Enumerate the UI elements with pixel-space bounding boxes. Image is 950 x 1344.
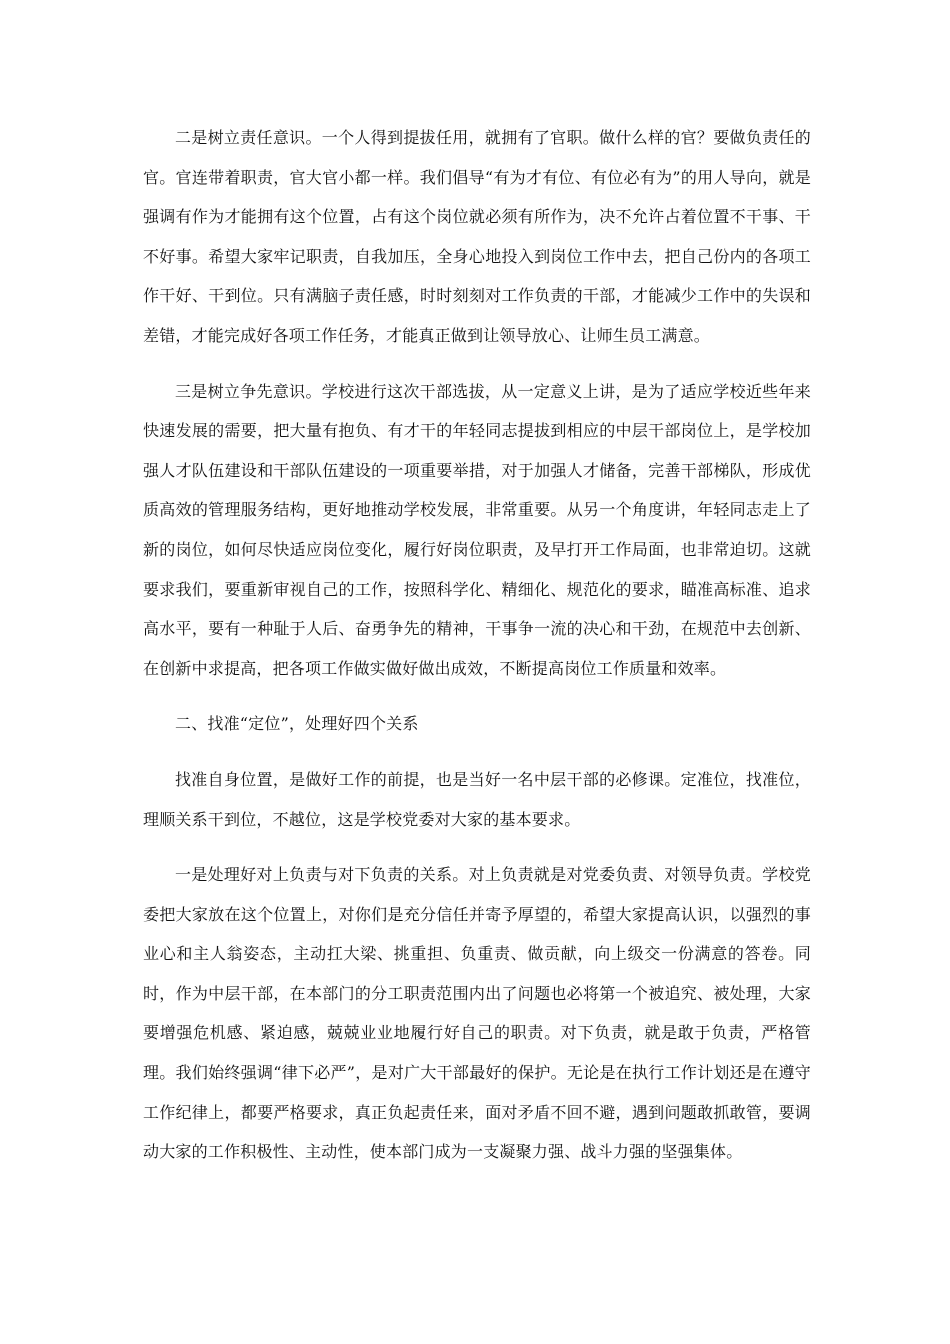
document-body <box>143 118 811 1188</box>
paragraph-striving-awareness: 三是树立争先意识。学校进行这次干部选拔，从一定意义上讲，是为了适应学校近些年来快速发展的需要，把大量有抱负、有才干的年轻同志提拔到相应的中层干部岗位上，是学校加强人才队伍建设和干部队伍建设的一项重要举措，对于加强人才储备，完善干部梯队，形成优质高效的管理服务结构，更好地推动学校发展，非常重要。从另一个角度讲，年轻同志走上了新的岗位，如何尽快适应岗位变化，履行好岗位职责，及早打开工作局面，也非常迫切。这就要求我们，要重新审视自己的工作，按照科学化、精细化、规范化的要求，瞄准高标准、追求高水平，要有一种耻于人后、奋勇争先的精神，干事争一流的决心和干劲，在规范中去创新、在创新中求提高，把各项工作做实做好做出成效，不断提高岗位工作质量和效率。 <box>143 381 811 678</box>
section-heading-positioning: 二、找准“定位”，处理好四个关系 <box>175 714 419 734</box>
paragraph-upward-downward-responsibility: 一是处理好对上负责与对下负责的关系。对上负责就是对党委负责、对领导负责。学校党委把大家放在这个位置上，对你们是充分信任并寄予厚望的，希望大家提高认识，以强烈的事业心和主人翁姿态，主动扛大梁、挑重担、负重责、做贡献，向上级交一份满意的答卷。同时，作为中层干部，在本部门的分工职责范围内出了问题也必将第一个被追究、被处理，大家要增强危机感、紧迫感，兢兢业业地履行好自己的职责。对下负责，就是敢于负责，严格管理。我们始终强调“律下必严”，是对广大干部最好的保护。无论是在执行工作计划还是在遵守工作纪律上，都要严格要求，真正负起责任来，面对矛盾不回不避，遇到问题敢抓敢管，要调动大家的工作积极性、主动性，使本部门成为一支凝聚力强、战斗力强的坚强集体。 <box>143 865 811 1162</box>
paragraph-find-position: 找准自身位置，是做好工作的前提，也是当好一名中层干部的必修课。定准位，找准位，理顺关系干到位，不越位，这是学校党委对大家的基本要求。 <box>143 769 811 829</box>
paragraph-responsibility-awareness: 二是树立责任意识。一个人得到提拔任用，就拥有了官职。做什么样的官？要做负责任的官。官连带着职责，官大官小都一样。我们倡导“有为才有位、有位必有为”的用人导向，就是强调有作为才能拥有这个位置，占有这个岗位就必须有所作为，决不允许占着位置不干事、干不好事。希望大家牢记职责，自我加压，全身心地投入到岗位工作中去，把自己份内的各项工作干好、干到位。只有满脑子责任感，时时刻刻对工作负责的干部，才能减少工作中的失误和差错，才能完成好各项工作任务，才能真正做到让领导放心、让师生员工满意。 <box>143 128 811 345</box>
